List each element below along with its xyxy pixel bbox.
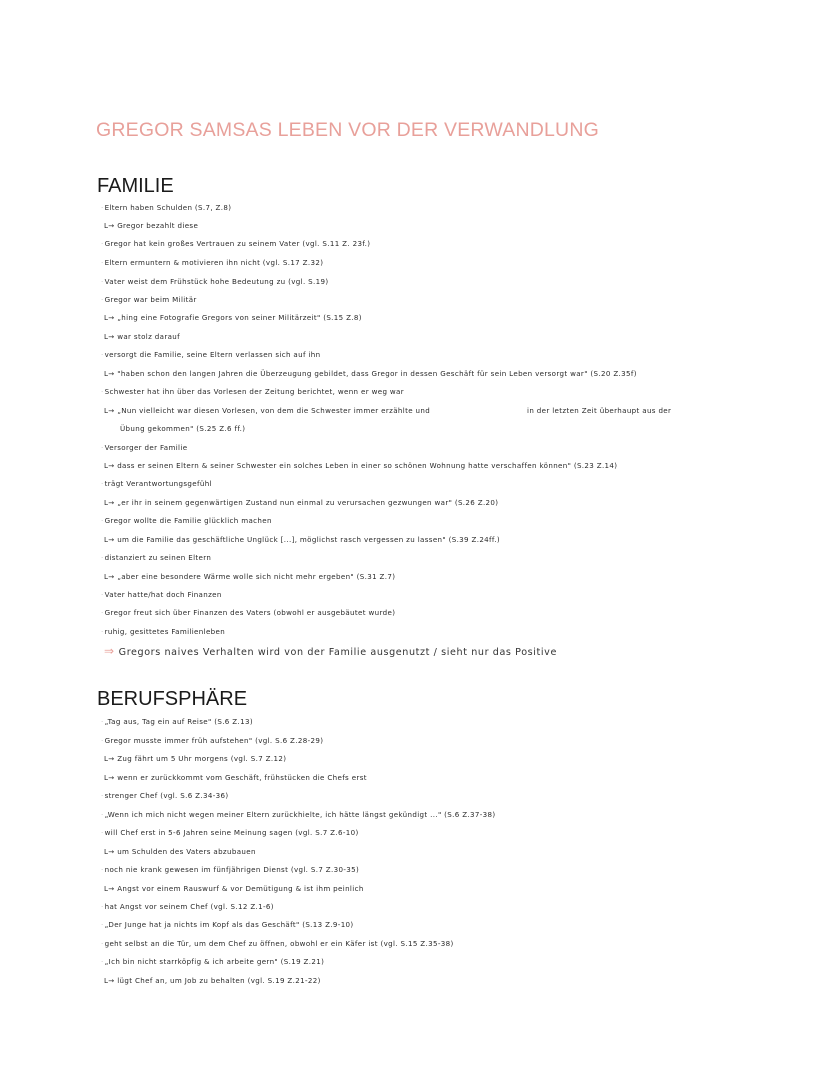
note: · ruhig, gesittetes Familienleben: [101, 627, 225, 636]
note: · Gregor wollte die Familie glücklich machen: [101, 516, 272, 525]
note: · Eltern haben Schulden (S.7, Z.8): [101, 203, 231, 212]
note: · will Chef erst in 5-6 Jahren seine Meinung sagen (vgl. S.7 Z.6-10): [101, 828, 359, 837]
note: L→ dass er seinen Eltern & seiner Schwester ein solches Leben in einer so schönen Wohnung hatte verschaffen können" (S.23 Z.14): [104, 461, 618, 470]
note: · Gregor freut sich über Finanzen des Vaters (obwohl er ausgebäutet wurde): [101, 608, 395, 617]
note: L→ wenn er zurückkommt vom Geschäft, frühstücken die Chefs erst: [104, 773, 367, 782]
note: · versorgt die Familie, seine Eltern verlassen sich auf ihn: [101, 350, 320, 359]
note: · strenger Chef (vgl. S.6 Z.34-36): [101, 791, 228, 800]
note: · Gregor hat kein großes Vertrauen zu seinem Vater (vgl. S.11 Z. 23f.): [101, 239, 370, 248]
note: L→ lügt Chef an, um Job zu behalten (vgl. S.19 Z.21-22): [104, 976, 321, 985]
conclusion-text: Gregors naives Verhalten wird von der Familie ausgenutzt / sieht nur das Positive: [118, 647, 557, 658]
page-title: GREGOR SAMSAS LEBEN VOR DER VERWANDLUNG: [96, 119, 599, 141]
double-arrow-icon: ⇒: [104, 644, 115, 658]
note: · Versorger der Familie: [101, 443, 187, 452]
note: · noch nie krank gewesen im fünfjährigen Dienst (vgl. S.7 Z.30-35): [101, 865, 359, 874]
note: L→ „er ihr in seinem gegenwärtigen Zustand nun einmal zu verursachen gezwungen war" (S.26 Z.20): [104, 498, 499, 507]
note: · „Ich bin nicht starrköpfig & ich arbeite gern" (S.19 Z.21): [101, 957, 324, 966]
note: L→ Gregor bezahlt diese: [104, 221, 199, 230]
section-heading-familie: FAMILIE: [97, 175, 174, 197]
note: · hat Angst vor seinem Chef (vgl. S.12 Z.1-6): [101, 902, 274, 911]
note: · Schwester hat ihn über das Vorlesen der Zeitung berichtet, wenn er weg war: [101, 387, 404, 396]
note-continuation: Übung gekommen" (S.25 Z.6 ff.): [120, 424, 246, 433]
section-heading-beruf: BERUFSPHÄRE: [97, 688, 248, 710]
note: · Eltern ermuntern & motivieren ihn nicht (vgl. S.17 Z.32): [101, 258, 323, 267]
note: · „Tag aus, Tag ein auf Reise" (S.6 Z.13): [101, 717, 253, 726]
note: L→ war stolz darauf: [104, 332, 180, 341]
note: · trägt Verantwortungsgefühl: [101, 479, 212, 488]
note: · Gregor war beim Militär: [101, 295, 197, 304]
note: L→ Angst vor einem Rauswurf & vor Demütigung & ist ihm peinlich: [104, 884, 364, 893]
note: · „Der Junge hat ja nichts im Kopf als das Geschäft" (S.13 Z.9-10): [101, 920, 354, 929]
note: · distanziert zu seinen Eltern: [101, 553, 211, 562]
note: L→ „Nun vielleicht war diesen Vorlesen, von dem die Schwester immer erzählte und: [104, 406, 431, 415]
note: · Vater hatte/hat doch Finanzen: [101, 590, 222, 599]
note-continuation: in der letzten Zeit überhaupt aus der: [527, 406, 672, 415]
familie-conclusion: [104, 644, 557, 658]
note: · „Wenn ich mich nicht wegen meiner Eltern zurückhielte, ich hätte längst gekündigt ..." (S.6 Z.37-38): [101, 810, 496, 819]
note: L→ "haben schon den langen Jahren die Überzeugung gebildet, dass Gregor in dessen Geschäft für sein Leben versorgt war" (S.20 Z.35f): [104, 369, 637, 378]
note: L→ „hing eine Fotografie Gregors von seiner Militärzeit" (S.15 Z.8): [104, 313, 362, 322]
note: · Gregor musste immer früh aufstehen" (vgl. S.6 Z.28-29): [101, 736, 323, 745]
note: L→ um die Familie das geschäftliche Unglück [...], möglichst rasch vergessen zu lassen" (S.39 Z.24ff.): [104, 535, 500, 544]
note: · Vater weist dem Frühstück hohe Bedeutung zu (vgl. S.19): [101, 277, 329, 286]
note: L→ um Schulden des Vaters abzubauen: [104, 847, 256, 856]
note: · geht selbst an die Tür, um dem Chef zu öffnen, obwohl er ein Käfer ist (vgl. S.15 Z.35-38): [101, 939, 454, 948]
note: L→ „aber eine besondere Wärme wolle sich nicht mehr ergeben" (S.31 Z.7): [104, 572, 396, 581]
note: L→ Zug fährt um 5 Uhr morgens (vgl. S.7 Z.12): [104, 754, 287, 763]
